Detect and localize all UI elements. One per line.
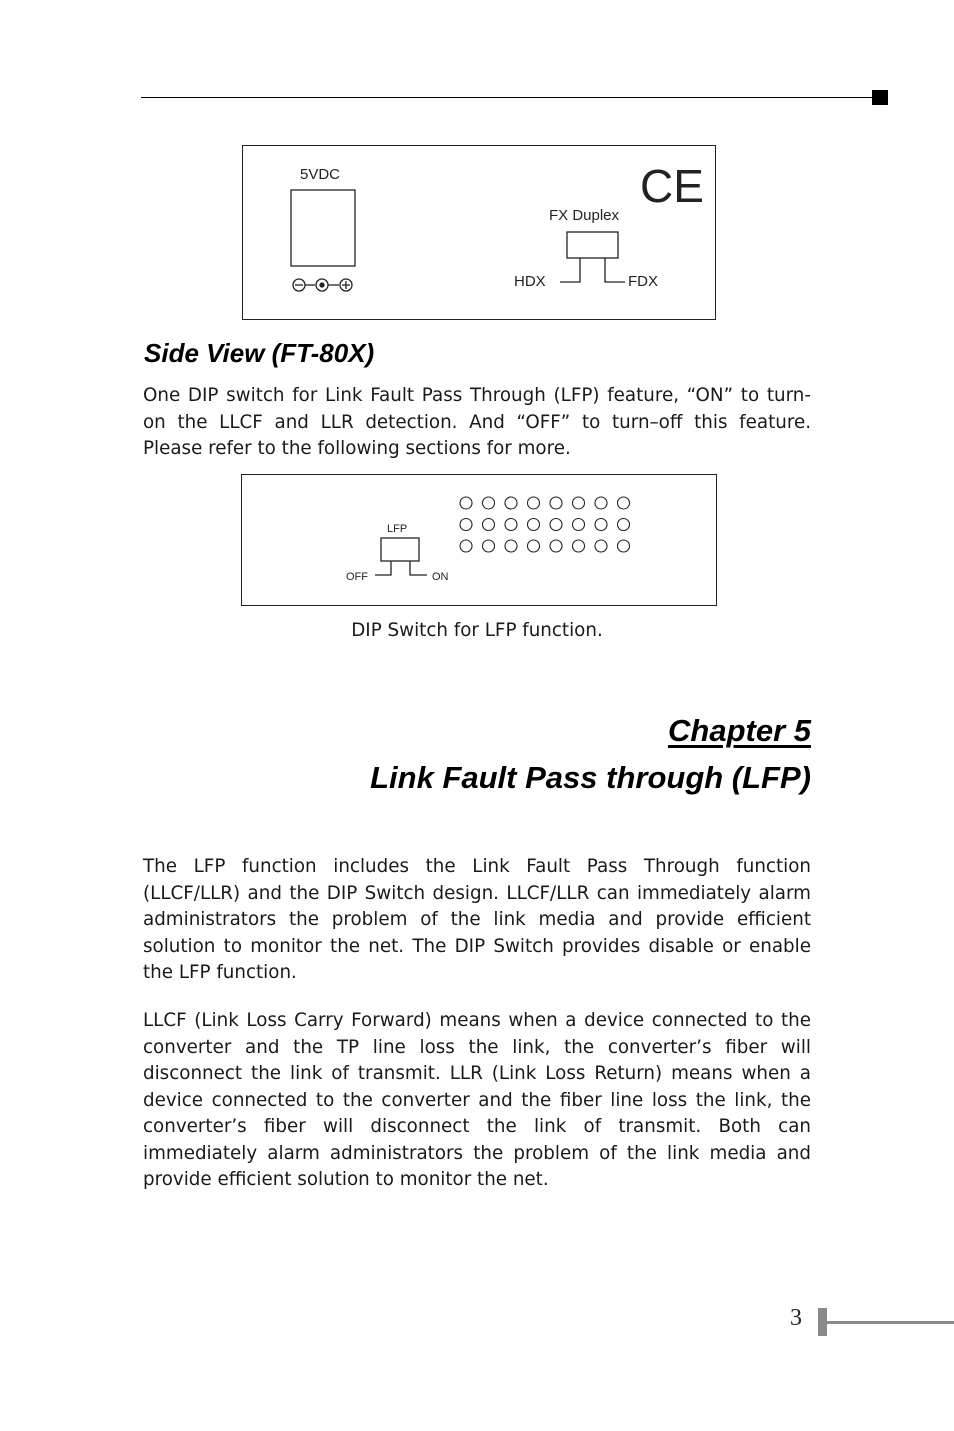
vent-hole	[595, 497, 607, 509]
section-title: Side View (FT-80X)	[144, 338, 375, 368]
vent-hole	[550, 519, 562, 531]
off-leader	[375, 561, 391, 575]
vent-hole	[550, 540, 562, 552]
power-label: 5VDC	[300, 166, 341, 183]
vent-hole	[573, 540, 585, 552]
vent-hole	[460, 540, 472, 552]
on-leader	[410, 561, 427, 575]
lfp-switch	[381, 538, 419, 561]
vent-hole	[505, 497, 517, 509]
section-paragraph: One DIP switch for Link Fault Pass Through (LFP) feature, “ON” to turn-on the LLCF and LLR detection. And “OFF” to turn–off this feature. Please refer to the following sections for more.	[143, 385, 811, 459]
vent-hole	[528, 540, 540, 552]
ce-mark: CE	[640, 160, 704, 212]
footer-rule	[827, 1321, 954, 1324]
side-panel-drawing	[243, 146, 717, 321]
vent-hole	[460, 519, 472, 531]
hdx-leader	[560, 258, 580, 282]
vent-hole	[573, 519, 585, 531]
vent-hole	[595, 540, 607, 552]
fdx-leader	[605, 258, 625, 282]
fdx-label: FDX	[628, 273, 658, 290]
body-paragraph-1: The LFP function includes the Link Fault Pass Through function (LLCF/LLR) and the DIP Switch design. LLCF/LLR can immediately alarm administrators the problem of the link media and provide efficient solution to monitor the net. The DIP Switch provides disable or enable the LFP function.	[143, 856, 811, 983]
vent-hole	[483, 519, 495, 531]
vent-hole	[528, 497, 540, 509]
vent-hole	[483, 540, 495, 552]
dip-switch-figure	[241, 474, 717, 606]
off-label: OFF	[346, 571, 368, 583]
vent-hole	[505, 519, 517, 531]
vent-hole	[618, 540, 630, 552]
vent-hole	[595, 519, 607, 531]
chapter-title: Link Fault Pass through (LFP)	[370, 760, 811, 795]
power-jack	[291, 190, 355, 266]
vent-hole	[528, 519, 540, 531]
vent-hole	[618, 519, 630, 531]
footer-bar	[818, 1308, 827, 1336]
vent-hole	[505, 540, 517, 552]
header-rule	[141, 97, 874, 98]
on-label: ON	[432, 571, 449, 583]
vent-hole	[483, 497, 495, 509]
vent-hole	[550, 497, 562, 509]
figure-caption: DIP Switch for LFP function.	[351, 620, 603, 641]
vent-hole	[460, 497, 472, 509]
header-marker	[872, 90, 888, 105]
vent-holes	[460, 497, 630, 552]
hdx-label: HDX	[514, 273, 546, 290]
body-paragraph-2: LLCF (Link Loss Carry Forward) means when a device connected to the converter and the TP line loss the link, the converter’s fiber will disconnect the link of transmit. LLR (Link Loss Return) means when a device connected to the converter and the fiber line loss the link, the converter’s fiber will disconnect the link of transmit. Both can immediately alarm administrators the problem of the link media and provide efficient solution to monitor the net.	[143, 1010, 811, 1190]
duplex-switch	[567, 232, 618, 258]
dip-switch-drawing	[242, 475, 718, 607]
polarity-icon	[293, 279, 352, 291]
chapter-number: Chapter 5	[668, 713, 811, 748]
side-panel-figure	[242, 145, 716, 320]
vent-hole	[618, 497, 630, 509]
lfp-label: LFP	[387, 523, 408, 535]
page-number: 3	[790, 1305, 802, 1331]
vent-hole	[573, 497, 585, 509]
duplex-title: FX Duplex	[549, 207, 620, 224]
